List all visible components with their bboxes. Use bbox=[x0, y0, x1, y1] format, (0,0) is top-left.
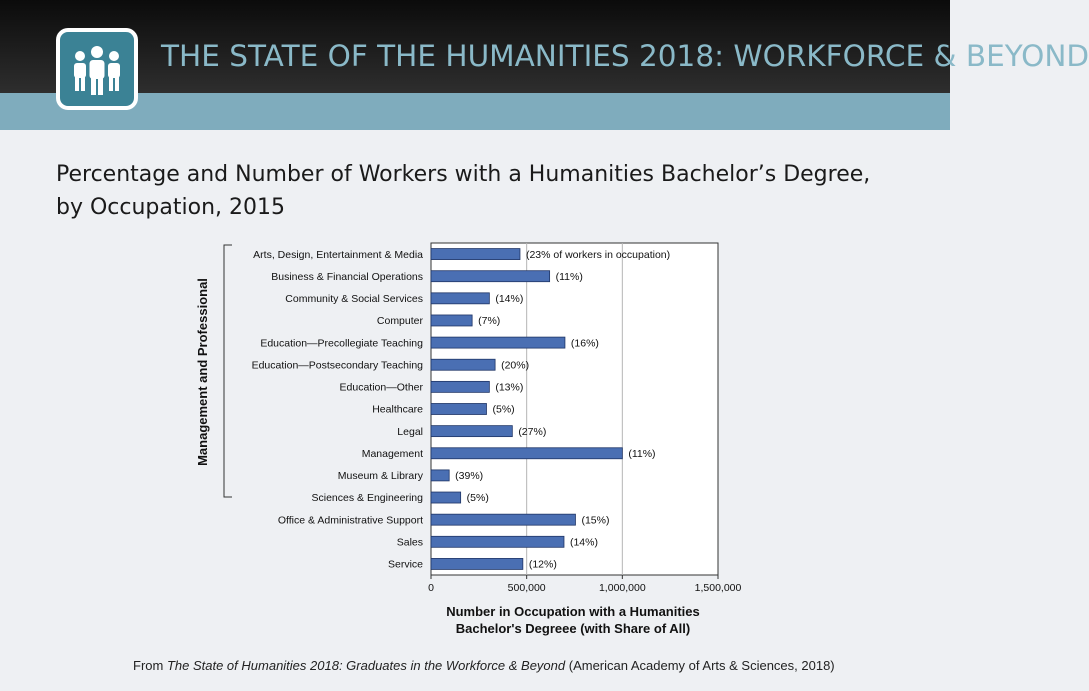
category-label: Community & Social Services bbox=[285, 293, 423, 306]
bar bbox=[431, 249, 520, 260]
data-label: (13%) bbox=[495, 381, 524, 394]
bar bbox=[431, 514, 575, 525]
category-label: Business & Financial Operations bbox=[271, 270, 423, 283]
source-title: The State of Humanities 2018: Graduates in the Workforce & Beyond bbox=[166, 658, 566, 673]
group-label: Management and Professional bbox=[195, 278, 210, 466]
category-label: Education—Other bbox=[339, 381, 423, 394]
bar bbox=[431, 470, 449, 481]
x-tick-label: 0 bbox=[428, 582, 434, 594]
bar bbox=[431, 558, 523, 569]
bar bbox=[431, 293, 489, 304]
x-tick-label: 500,000 bbox=[507, 582, 546, 594]
category-label: Sales bbox=[396, 536, 423, 549]
bar bbox=[431, 404, 486, 415]
data-label: (23% of workers in occupation) bbox=[525, 248, 671, 261]
data-label: (27%) bbox=[518, 425, 547, 438]
category-label: Legal bbox=[397, 425, 423, 438]
category-label: Sciences & Engineering bbox=[311, 492, 423, 505]
x-axis-title-line-2: Bachelor's Degreee (with Share of All) bbox=[455, 621, 691, 636]
data-label: (11%) bbox=[555, 270, 583, 283]
data-label: (39%) bbox=[455, 470, 484, 483]
bar bbox=[431, 337, 565, 348]
category-label: Healthcare bbox=[372, 403, 423, 416]
bar bbox=[431, 271, 550, 282]
category-label: Service bbox=[387, 558, 423, 571]
data-label: (5%) bbox=[492, 403, 515, 416]
data-label: (20%) bbox=[501, 359, 530, 372]
x-tick-label: 1,500,000 bbox=[694, 582, 742, 594]
bar bbox=[431, 381, 489, 392]
x-tick-label: 1,000,000 bbox=[598, 582, 646, 594]
data-label: (15%) bbox=[581, 514, 610, 527]
bar bbox=[431, 448, 622, 459]
category-label: Arts, Design, Entertainment & Media bbox=[253, 248, 423, 261]
category-label: Education—Precollegiate Teaching bbox=[260, 337, 423, 350]
banner-title: THE STATE OF THE HUMANITIES 2018: WORKFORCE & BEYOND bbox=[161, 39, 1089, 73]
bar bbox=[431, 315, 472, 326]
data-label: (12%) bbox=[528, 558, 557, 571]
data-label: (14%) bbox=[495, 293, 524, 306]
bar bbox=[431, 536, 564, 547]
bar bbox=[431, 492, 461, 503]
data-label: (16%) bbox=[570, 337, 599, 350]
category-label: Computer bbox=[376, 315, 423, 328]
source-prefix: From bbox=[133, 658, 167, 673]
source-suffix: (American Academy of Arts & Sciences, 2018) bbox=[565, 658, 835, 673]
bar bbox=[431, 359, 495, 370]
data-label: (5%) bbox=[466, 492, 489, 505]
x-axis-title-line-1: Number in Occupation with a Humanities bbox=[446, 604, 700, 619]
data-label: (14%) bbox=[569, 536, 598, 549]
data-label: (11%) bbox=[628, 447, 656, 460]
bar bbox=[431, 426, 512, 437]
data-label: (7%) bbox=[478, 315, 501, 328]
category-label: Education—Postsecondary Teaching bbox=[251, 359, 423, 372]
chart-title-line-1: Percentage and Number of Workers with a Humanities Bachelor’s Degree, bbox=[56, 162, 871, 187]
category-label: Management bbox=[361, 447, 423, 460]
source-note bbox=[133, 658, 835, 673]
category-label: Museum & Library bbox=[337, 470, 423, 483]
chart-title-line-2: by Occupation, 2015 bbox=[56, 195, 285, 220]
group-bracket bbox=[224, 245, 232, 497]
category-label: Office & Administrative Support bbox=[277, 514, 423, 527]
